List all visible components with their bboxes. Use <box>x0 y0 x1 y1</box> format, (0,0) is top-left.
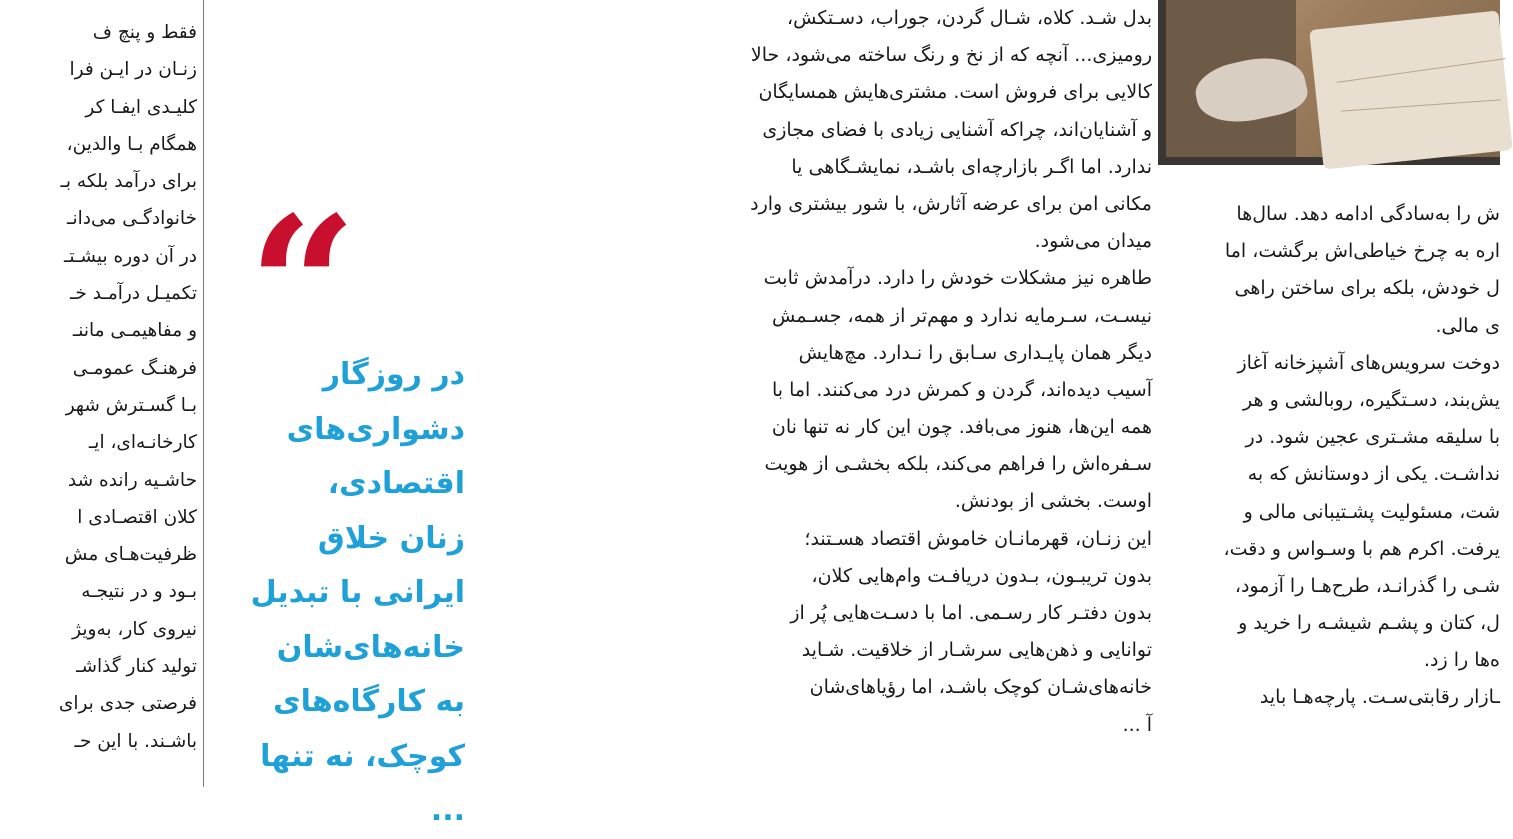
left-line: بـود و در نتیجـه <box>81 581 197 603</box>
left-line: حاشـیه رانده شد <box>67 469 197 491</box>
pull-quote <box>250 348 465 828</box>
column-divider <box>203 0 204 787</box>
right-line: ل خودش، بلکه برای ساختن راهی <box>1234 277 1500 300</box>
right-line: با سلیقه مشـتری عجین شود. در <box>1245 426 1500 449</box>
middle-line: مکانی امن برای عرضه آثارش، با شور بیشتری وارد <box>750 192 1152 215</box>
middle-line: همه این‌ها، هنوز می‌بافد. چون این کار نه تنها نان <box>771 416 1152 439</box>
middle-line: توانایی و ذهن‌هایی سرشـار از خلاقیت. شـاید <box>801 639 1152 662</box>
right-column <box>1158 0 1500 787</box>
middle-line: دیگر همان پایـداری سـابق را نـدارد. مچ‌هایش <box>798 341 1152 364</box>
middle-line: آسیب دیده‌اند، گردن و کمرش درد می‌کنند. اما با <box>771 378 1152 401</box>
middle-line: اوست. بخشی از بودنش. <box>954 490 1152 513</box>
left-line: باشـند. با این حـ <box>74 730 197 752</box>
right-line: ل، کتان و پشـم شیشـه را خرید و <box>1238 612 1500 635</box>
pull-quote-line: کوچک، نه تنها <box>260 738 465 774</box>
left-line: فقط و پنچ ف <box>92 22 197 43</box>
middle-line: و آشنایان‌اند، چراکه آشنایی زیادی با فضای مجازی <box>762 118 1152 141</box>
right-line: نداشـت. یکی از دوستانش که به <box>1247 463 1500 486</box>
middle-line: کالایی برای فروش است. مشتری‌هایش همسایگان <box>758 81 1152 104</box>
middle-line: بدون دفتـر کار رسـمی. اما با دسـت‌هایی پُر از <box>790 602 1152 624</box>
right-line: ه‌ها را زد. <box>1424 649 1500 672</box>
middle-line: خانه‌های‌شـان کوچک باشـد، اما رؤیاهای‌شان <box>809 676 1152 699</box>
right-line: یش‌بند، دسـتگیره، روبالشی و هر <box>1243 388 1500 411</box>
right-line: شـی را گذرانـد، طرح‌هـا را آزمود، <box>1234 574 1500 597</box>
middle-line: بدون تریبـون، بـدون دریافـت وام‌هایی کلان، <box>811 564 1152 587</box>
pull-quote-line: اقتصادی، <box>327 466 465 501</box>
right-line: یرفت. اکرم هم با وسـواس و دقت، <box>1223 537 1500 560</box>
middle-column <box>606 0 1152 787</box>
left-line: کارخانـه‌ای، ایـ <box>88 432 197 454</box>
middle-line: این زنـان، قهرمانـان خاموش اقتصاد هسـتند؛ <box>804 527 1152 550</box>
pull-quote-line: ایرانی با تبدیل <box>250 575 465 610</box>
pull-quote-line: زنان خلاق <box>317 520 465 556</box>
left-line: خانوادگـی می‌دانـ <box>67 208 197 230</box>
pull-quote-line: دشواری‌های <box>286 411 465 447</box>
left-line: تولید کنار گذاشـ <box>76 656 197 678</box>
pull-quote-line: در روزگار <box>322 357 465 392</box>
middle-line: میدان می‌شود. <box>1034 230 1152 253</box>
left-line: کلان اقتصـادی ا <box>77 506 197 528</box>
right-line: ش را به‌سادگی ادامه دهد. سال‌ها <box>1236 203 1500 225</box>
middle-line: آ ... <box>1122 713 1152 736</box>
middle-line: بدل شـد. کلاه، شـال گردن، جوراب، دسـتکش، <box>787 7 1152 29</box>
left-line: زنـان در ایـن فرا <box>69 59 197 81</box>
middle-line: ندارد. اما اگـر بازارچه‌ای باشـد، نمایشـگاهی یا <box>791 155 1152 178</box>
left-line: تکمیـل درآمـد خـ <box>69 283 197 305</box>
right-line: دوخت سرویس‌های آشپزخانه آغاز <box>1237 351 1500 374</box>
right-line: ی مالی. <box>1435 314 1500 337</box>
right-line: اره به چرخ خیاطی‌اش برگشت، اما <box>1224 240 1500 263</box>
left-line: همگام بـا والدین، <box>66 133 197 155</box>
pull-quote-line: خانه‌های‌شان <box>276 629 465 665</box>
pull-quote-line: به کارگاه‌های <box>273 684 465 719</box>
left-column <box>0 0 197 787</box>
quote-mark-icon: “ <box>248 175 358 398</box>
left-line: نیروی کار، به‌ویژ <box>72 618 197 640</box>
right-line: شت، مسئولیت پشـتیبانی مالی و <box>1243 500 1500 523</box>
left-line: و مفاهیمـی ماننـ <box>72 320 197 342</box>
left-line: فرهنـگ عمومـی <box>72 357 197 379</box>
middle-line: نیسـت، سـرمایه ندارد و مهم‌تر از همه، جسـمش <box>772 304 1152 327</box>
right-line: ـازار رقابتی‌سـت. پارچه‌هـا باید <box>1259 686 1500 709</box>
left-line: ظرفیت‌هـای مش <box>64 544 197 566</box>
left-line: بـا گسـترش شهر <box>65 394 197 416</box>
middle-line: طاهره نیز مشکلات خودش را دارد. درآمدش ثابت <box>763 267 1152 290</box>
middle-line: سـفره‌اش را فراهم می‌کند، بلکه بخشـی از هویت <box>764 453 1152 476</box>
pull-quote-line: ... <box>430 793 465 828</box>
left-line: در آن دوره بیشـتـ <box>64 245 197 267</box>
left-line: فرصتی جدی برای <box>58 693 197 715</box>
left-line: برای درآمد بلکه بـ <box>60 171 197 193</box>
left-line: کلیـدی ایفـا کر <box>85 96 197 118</box>
middle-line: رومیزی... آنچه که از نخ و رنگ ساخته می‌شود، حالا <box>750 44 1152 67</box>
